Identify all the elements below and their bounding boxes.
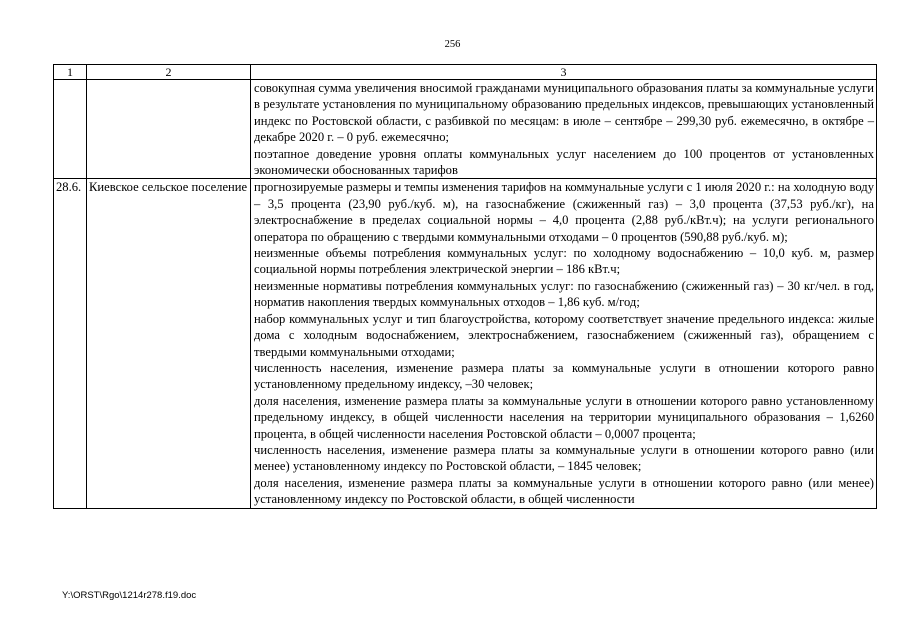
row-number: 28.6. xyxy=(54,179,87,508)
content-paragraph: неизменные объемы потребления коммунальных услуг: по холодному водоснабжению – 10,0 куб. м, размер социальной нормы потребления электрической энергии – 186 кВт.ч; xyxy=(254,246,874,277)
municipality-name xyxy=(87,80,251,179)
content-paragraph: численность населения, изменение размера платы за коммунальные услуги в отношении которого равно установленному предельному индексу, –30 человек; xyxy=(254,360,874,392)
municipality-name: Киевское сельское поселение xyxy=(87,179,251,508)
page-number: 256 xyxy=(444,39,461,50)
row-number xyxy=(54,80,87,179)
table-header-row xyxy=(54,65,877,80)
content-paragraph: доля населения, изменение размера платы за коммунальные услуги в отношении которого равно (или менее) установленному индексу по Ростовской области, в общей численности xyxy=(254,475,874,507)
row-content xyxy=(251,80,877,179)
table-row xyxy=(54,80,877,179)
content-paragraph: набор коммунальных услуг и тип благоустройства, которому соответствует значение предельного индекса: жилые дома с холодным водоснабжением, электроснабжением, газоснабжением (сжиженный газ), обращением с твердыми коммунальными отходами; xyxy=(254,311,874,359)
content-paragraph: неизменные нормативы потребления коммунальных услуг: по газоснабжению (сжиженный газ) – 30 кг/чел. в год, норматив накопления твердых коммунальных отходов – 1,86 куб. м/год; xyxy=(254,278,874,310)
content-paragraph: прогнозируемые размеры и темпы изменения тарифов на коммунальные услуги с 1 июля 2020 г.: на холодную воду – 3,5 процента (23,90 руб./куб. м), на газоснабжение (сжиженный газ) – 3,0 процента (37,53 руб./кг), на электроснабжение в пределах социальной нормы – 4,0 процента (2,88 руб./кВт.ч); на услуги регионального оператора по обращению с твердыми коммунальными отходами – 0 процентов (590,88 руб./куб. м); xyxy=(254,180,874,244)
content-paragraph: поэтапное доведение уровня оплаты коммунальных услуг населением до 100 процентов от установленных экономически обоснованных тарифов xyxy=(254,146,874,178)
header-col-2: 2 xyxy=(87,65,251,80)
document-table xyxy=(53,64,877,509)
content-paragraph: численность населения, изменение размера платы за коммунальные услуги в отношении которого равно (или менее) установленному индексу по Ростовской области, – 1845 человек; xyxy=(254,442,874,474)
header-col-3: 3 xyxy=(251,65,877,80)
footer-file-path: Y:\ORST\Rgo\1214r278.f19.doc xyxy=(62,590,197,601)
content-paragraph: совокупная сумма увеличения вносимой гражданами муниципального образования платы за коммунальные услуги в результате установления по муниципальному образованию предельных индексов, превышающих установленный индекс по Ростовской области, с разбивкой по месяцам: в июле – сентябре – 299,30 руб. ежемесячно, в октябре – декабре 2020 г. – 0 руб. ежемесячно; xyxy=(254,81,874,145)
row-content xyxy=(251,179,877,508)
content-paragraph: доля населения, изменение размера платы за коммунальные услуги в отношении которого равно установленному предельному индексу, в общей численности населения на территории муниципального образования – 1,6260 процента, в общей численности населения Ростовской области – 0,0007 процента; xyxy=(254,393,874,441)
header-col-1: 1 xyxy=(54,65,87,80)
table-row xyxy=(54,179,877,508)
